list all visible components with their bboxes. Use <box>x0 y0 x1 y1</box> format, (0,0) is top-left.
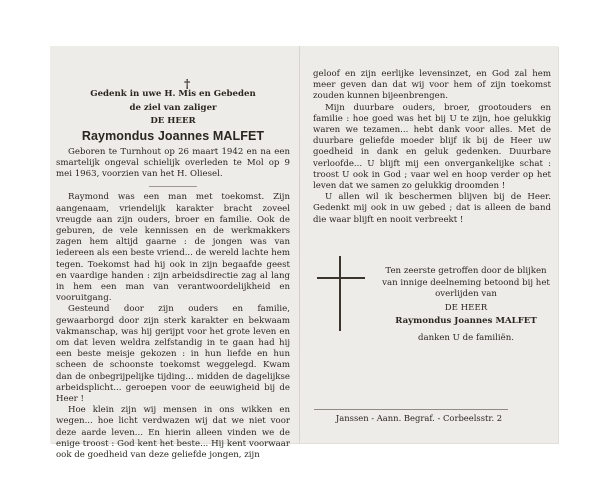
right-paragraph-3: U allen wil ik beschermen blijven bij de Heer. Gedenkt mij ook in uw gebed ; dat is alleen de band die waar blijft en nooit verbreekt ! <box>313 192 551 225</box>
divider <box>149 186 197 187</box>
memorial-card <box>50 46 558 460</box>
heading-line-3: DE HEER <box>150 116 196 126</box>
printer-divider <box>314 409 508 410</box>
thanks-text: Ten zeerste getroffen door de blijken van innige deelneming betoond bij het overlijden van <box>382 266 550 300</box>
heading-line-1: Gedenk in uwe H. Mis en Gebeden <box>90 89 256 99</box>
heading-line-2: de ziel van zaliger <box>129 102 217 113</box>
large-cross-bar <box>317 277 365 279</box>
right-paragraph-1: geloof en zijn eerlijke levensinzet, en God zal hem meer geven dan dat wij voor hem of zijn toekomst zouden kunnen bijeenbrengen. <box>313 69 551 102</box>
thanks-closing: danken U de familiën. <box>417 332 515 343</box>
left-paragraph-1: Raymond was een man met toekomst. Zijn aangenaam, vriendelijk karakter bracht zoveel vreugde aan zijn ouders, broer en familie. Ook de geburen, de vele kennissen en de werkmakkers zagen hem altijd gaarne : de jongen was van iedereen als een beste vriend... de wereld lachte hem tegen. Toekomst had hij ook in zijn begaafde geest en vaardige handen : zijn arbeidsdirectie zag al lang in hem een man van verantwoordelijkheid en vooruitgang. <box>56 192 290 304</box>
deceased-name: Raymondus Joannes MALFET <box>81 128 265 143</box>
card-fold <box>299 46 300 443</box>
left-paragraph-3: Hoe klein zijn wij mensen in ons wikken en wegen... hoe licht verdwazen wij dat we niet voor deze aarde leven... En hierin alleen vinden we de enige troost : God kent het beste... Hij kent voorwaar ook de goedheid van deze geliefde jongen, zijn <box>56 405 290 460</box>
thanks-de-heer: DE HEER <box>444 302 488 313</box>
thanks-block <box>381 266 551 345</box>
birth-death-text: Geboren te Turnhout op 26 maart 1942 en na een smartelijk ongeval schielijk overleden te Mol op 9 mei 1963, voorzien van het H. Oliesel. <box>56 146 290 180</box>
right-panel <box>313 69 551 226</box>
printer-credit: Janssen - Aann. Begraf. - Corbeelsstr. 2 <box>335 413 503 423</box>
thanks-name: Raymondus Joannes MALFET <box>395 316 537 327</box>
large-cross-icon <box>339 256 341 331</box>
left-paragraph-2: Gesteund door zijn ouders en familie, gewaarborgd door zijn sterk karakter en bekwaam vakmanschap, was hij gerijpt voor het grote leven en om dat leven weldra zelfstandig in te gaan had hij een beste meisje gekozen : in hun liefde en hun scheen de schoonste toekomst weggelegd. Kwam dan de onbegrijpelijke tijding... midden de dagelijkse arbeidsplicht... geroepen voor de eeuwigheid bij de Heer ! <box>56 304 290 404</box>
right-paragraph-2: Mijn duurbare ouders, broer, grootouders en familie : hoe goed was het bij U te zijn, hoe gelukkig waren we tezamen... hebt dank voor alles. Met de duurbare geliefde moeder blijf ik bij de Heer uw goedheid in dank en geluk gedenken. Duurbare verloofde... U blijft mij een onvergankelijke schat : troost U ook in God ; vaar wel en hoop verder op het leven dat we samen zo gelukkig droomden ! <box>313 102 551 192</box>
cross-icon: † <box>184 77 191 91</box>
left-panel <box>56 72 290 461</box>
